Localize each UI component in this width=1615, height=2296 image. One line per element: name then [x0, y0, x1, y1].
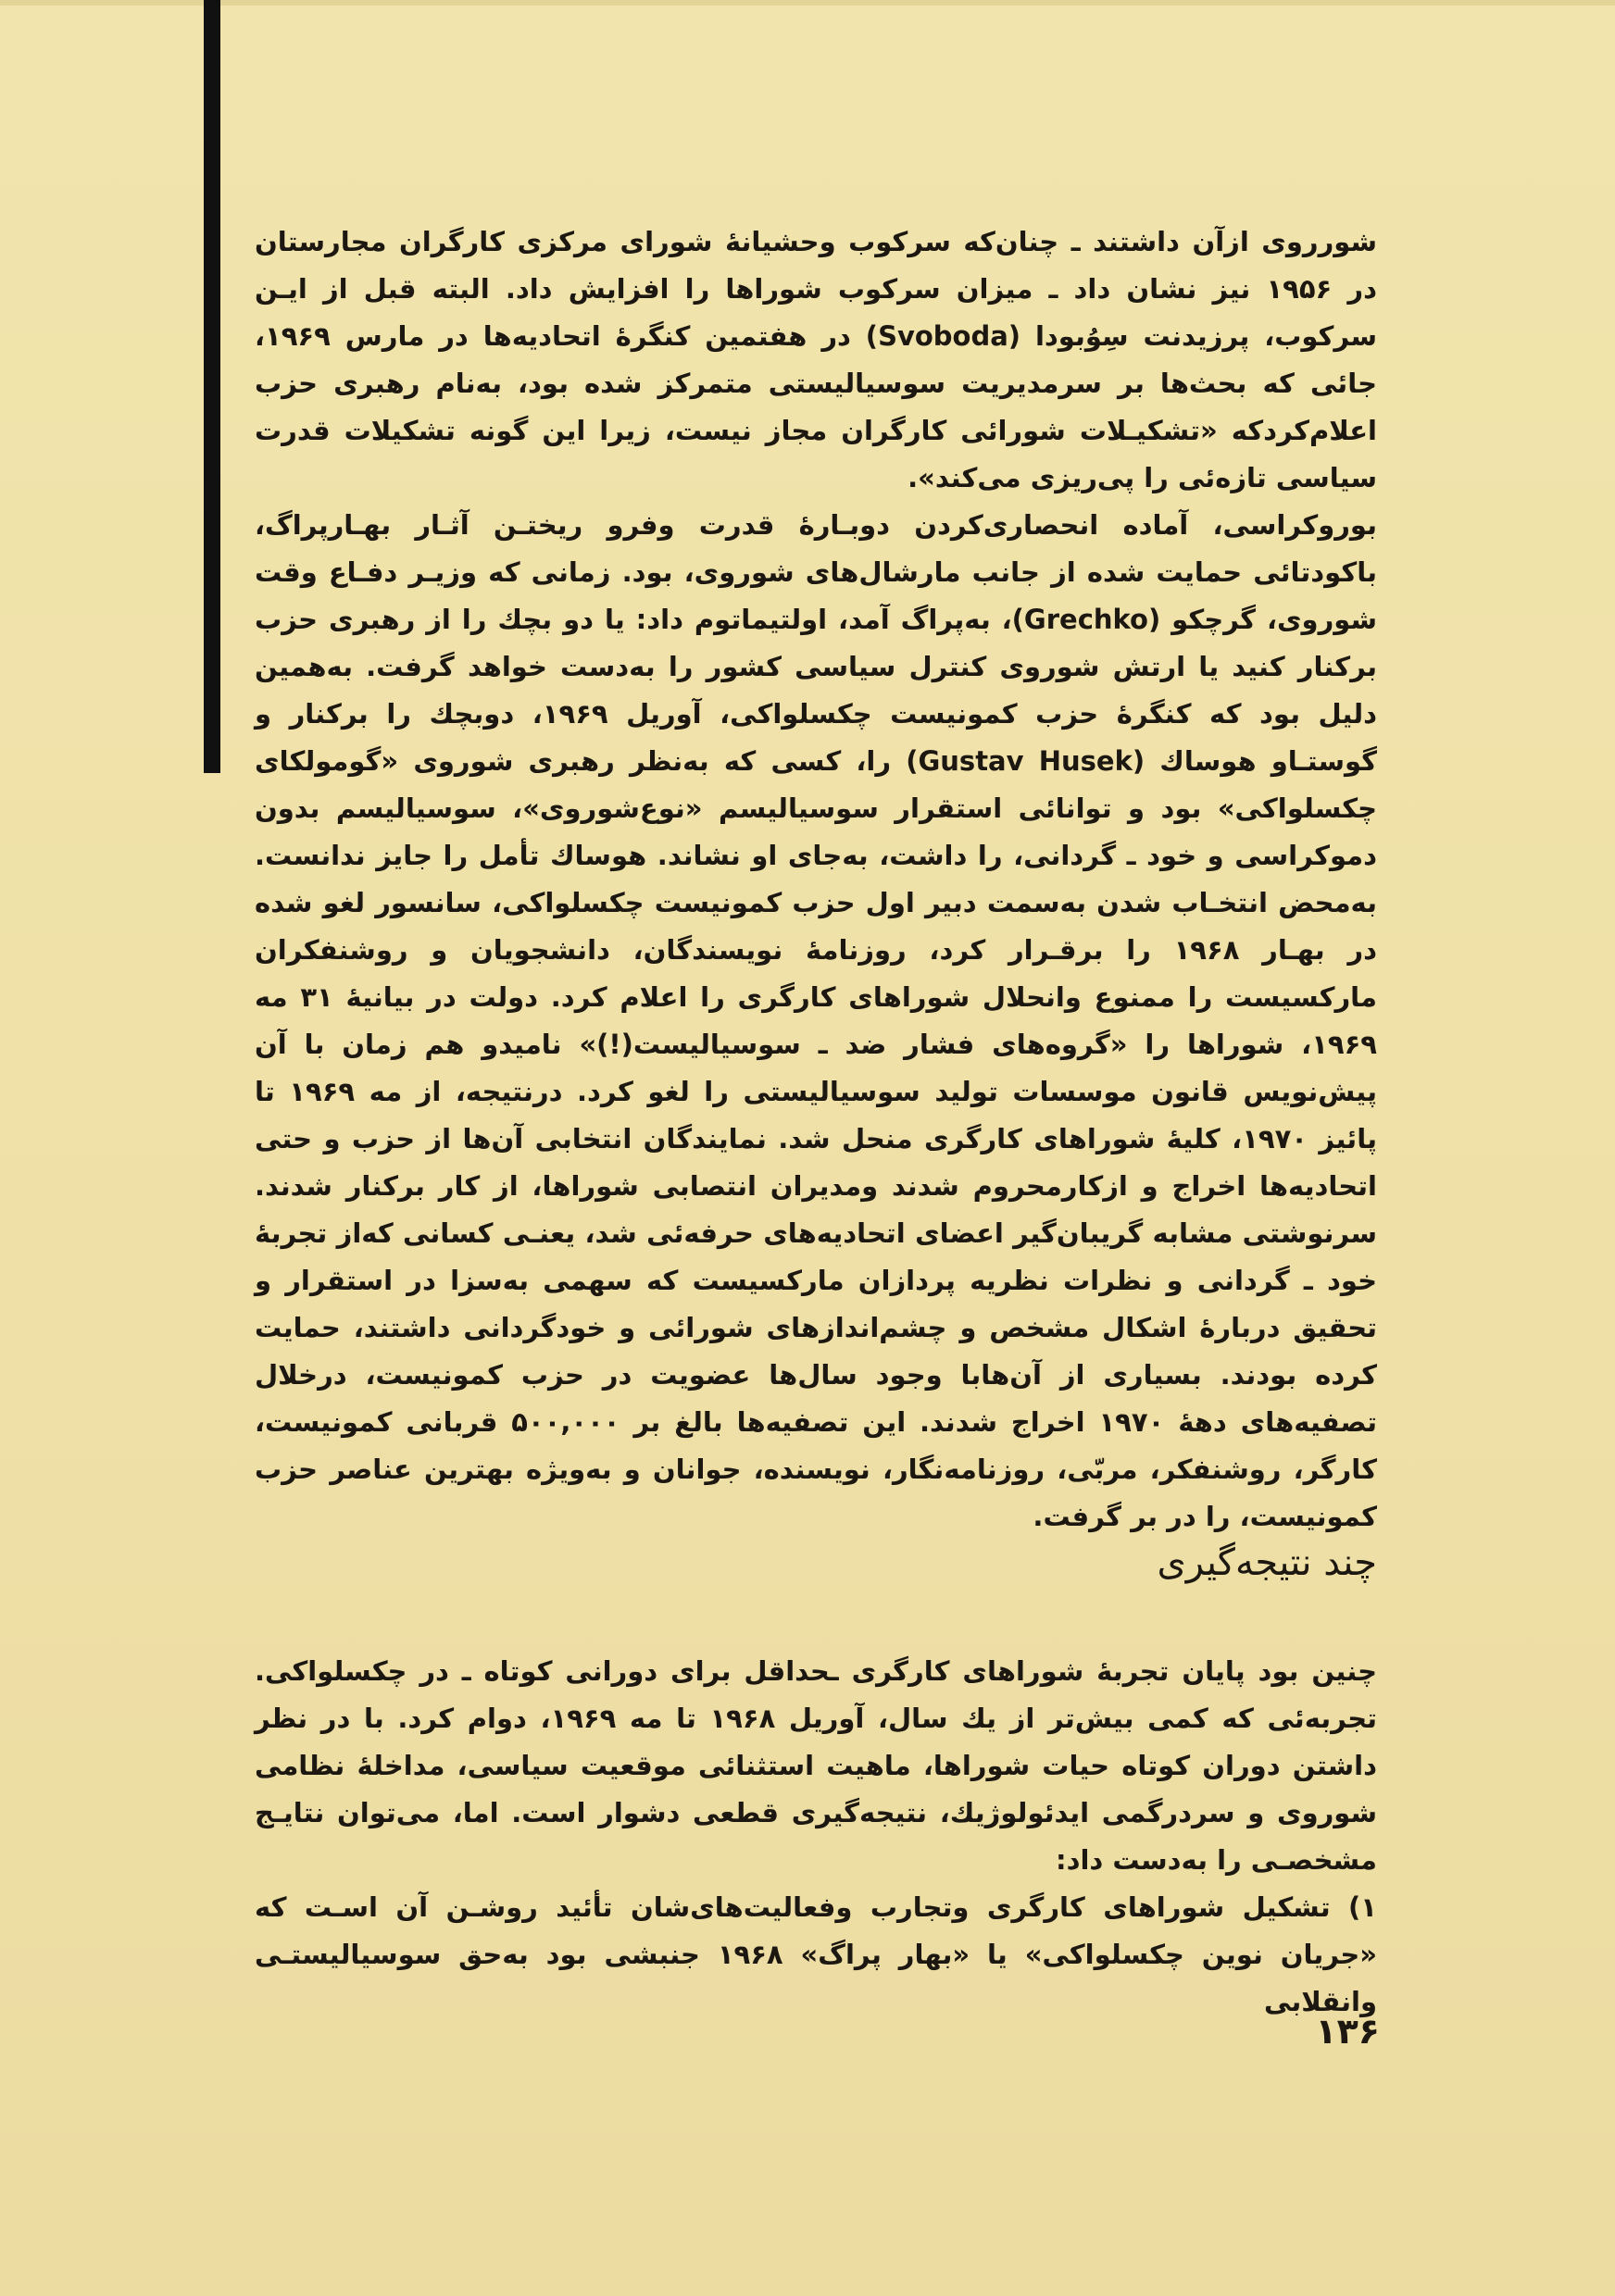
body-text-conclusion — [255, 1648, 1377, 2026]
page-number: ۱۳۶ — [1315, 2011, 1380, 2052]
section-heading: چند نتیجه‌گیری — [1157, 1541, 1377, 1584]
paragraph: ۱) تشکیل شوراهای کارگری وتجارب وفعالیت‌های‌شان تأئید روشـن آن اسـت که «جریان نوین چکسلواکی» یا «بهار پراگ» ۱۹۶۸ جنبشی بود به‌حق سوسیالیستـی وانقلابی — [255, 1891, 1377, 2017]
paragraph: بوروکراسی، آماده انحصاری‌کردن دوبـارهٔ قدرت وفرو ریختـن آثـار بهـارپراگ، باکودتائی حمایت شده از جانب مارشال‌های شوروی، بود. زمانی که وزیـر دفـاع وقت شوروی، گرچکو (Grechko)، به‌پراگ آمد، اولتیماتوم داد: یا دو بچك را از رهبری حزب برکنار کنید یا ارتش شوروی کنترل سیاسی کشور را به‌دست خواهد گرفت. به‌همین دلیل بود که کنگرهٔ حزب کمونیست چکسلواکی، آوریل ۱۹۶۹، دوبچك را برکنار و گوستـاو هوساك (Gustav Husek) را، کسی که به‌نظر رهبری شوروی «گومولکای چکسلواکی» بود و توانائی استقرار سوسیالیسم «نوع‌شوروی»، سوسیالیسم بدون دموکراسی و خود ـ گردانی، را داشت، به‌جای او نشاند. هوساك تأمل را جایز ندانست. به‌محض انتخـاب شدن به‌سمت دبیر اول حزب کمونیست چکسلواکی، سانسور لغو شده در بهـار ۱۹۶۸ را برقـرار کرد، روزنامهٔ نویسندگان، دانشجویان و روشنفکران مارکسیست را ممنوع وانحلال شوراهای کارگری را اعلام کرد. دولت در بیانیهٔ ۳۱ مه ۱۹۶۹، شوراها را «گروه‌های فشار ضد ـ سوسیالیست(!)» نامیدو هم زمان با آن پیش‌نویس قانون موسسات تولید سوسیالیستی را لغو کرد. درنتیجه، از مه ۱۹۶۹ تا پائیز ۱۹۷۰، کلیهٔ شوراهای کارگری منحل شد. نمایندگان انتخابی آن‌ها از حزب و حتی اتحادیه‌ها اخراج و ازکارمحروم شدند ومدیران انتصابی شوراها، از کار برکنار شدند. سرنوشتی مشابه گریبان‌گیر اعضای اتحادیه‌های حرفه‌ئی شد، یعنـی کسانی که‌از تجربهٔ خود ـ گردانی و نظرات نظریه پردازان مارکسیست که سهمی به‌سزا در استقرار و تحقیق دربارهٔ اشکال مشخص و چشم‌اندازهای شورائی و خودگردانی داشتند، حمایت کرده بودند. بسیاری از آن‌هابا وجود سال‌ها عضویت در حزب کمونیست، درخلال تصفیه‌های دههٔ ۱۹۷۰ اخراج شدند. این تصفیه‌ها بالغ بر ۵۰۰,۰۰۰ قربانی کمونیست، کارگر، روشنفکر، مربّی، روزنامه‌نگار، نویسنده، جوانان و به‌ویژه بهترین عناصر حزب کمونیست، را در بر گرفت. — [255, 509, 1378, 1532]
paragraph: چنین بود پایان تجربهٔ شوراهای کارگری ـحداقل برای دورانی کوتاه ـ در چکسلواکی. تجربه‌ئی که کمی بیش‌تر از یك سال، آوریل ۱۹۶۸ تا مه ۱۹۶۹، دوام کرد. با در نظر داشتن دوران کوتاه حیات شوراها، ماهیت استثنائی موقعیت سیاسی، مداخلهٔ نظامی شوروی و سردرگمی ایدئولوژیك، نتیجه‌گیری قطعی دشوار است. اما، می‌توان نتایـج مشخصـی را به‌دست داد: — [255, 1655, 1378, 1876]
page-fold — [0, 0, 1615, 6]
body-text-top — [255, 218, 1377, 1541]
margin-bar — [204, 0, 220, 773]
paragraph: شورروی ازآن داشتند ـ چنان‌که سرکوب وحشیانهٔ شورای مرکزی کارگران مجارستان در ۱۹۵۶ نیز نشان داد ـ میزان سرکوب شوراها را افزایش داد. البته قبل از ایـن سرکوب، پرزیدنت سِوُبودا (Svoboda) در هفتمین کنگرهٔ اتحادیه‌ها در مارس ۱۹۶۹، جائی که بحث‌ها بر سرمدیریت سوسیالیستی متمرکز شده بود، به‌نام رهبری حزب اعلام‌کردکه «تشکیـلات شورائی کارگران مجاز نیست، زیرا این گونه تشکیلات قدرت سیاسی تازه‌ئی را پی‌ریزی می‌کند». — [255, 226, 1377, 493]
